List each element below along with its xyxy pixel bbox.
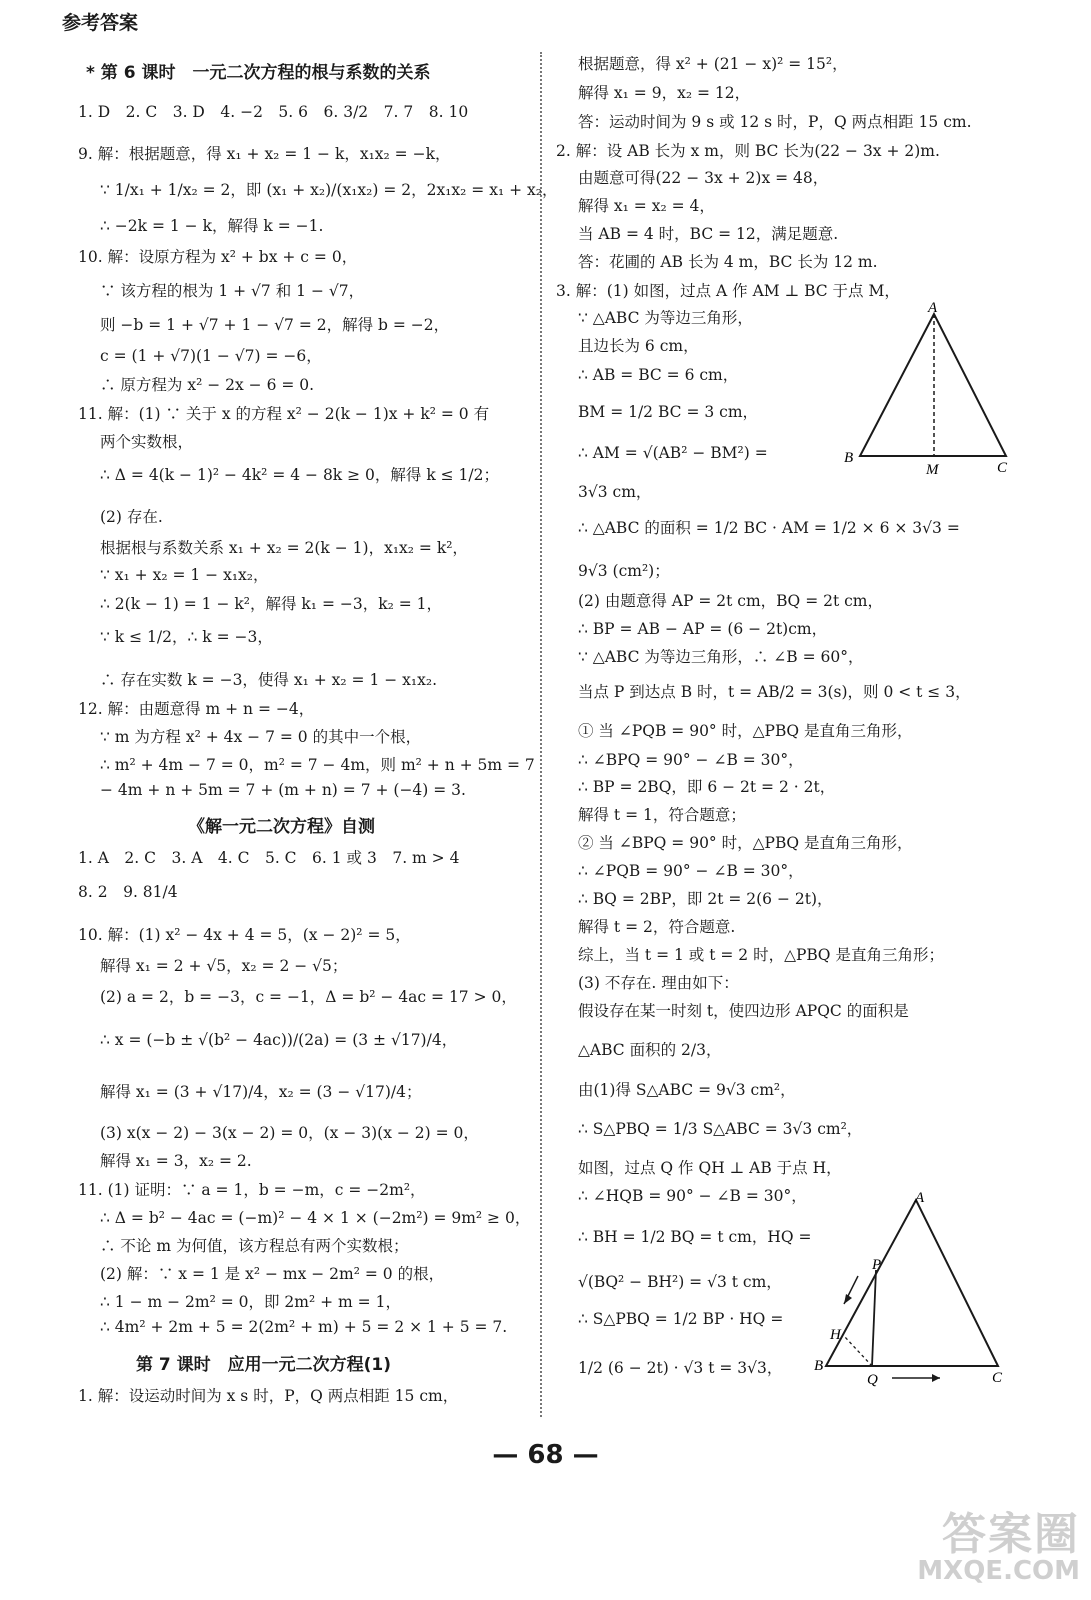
answer-line: ∴ ∠PQB = 90° − ∠B = 30°， [578, 862, 804, 880]
answer-line: ∵ △ABC 为等边三角形，∴ ∠B = 60°， [578, 648, 864, 666]
answer-line: 3√3 cm， [578, 483, 652, 501]
answer-line: 根据题意，得 x² + (21 − x)² = 15²， [578, 55, 848, 73]
answer-line: ∴ 4m² + 2m + 5 = 2(2m² + m) + 5 = 2 × 1 + 5 = 7. [100, 1318, 508, 1336]
answer-line: 9. 解：根据题意，得 x₁ + x₂ = 1 − k，x₁x₂ = −k， [78, 145, 451, 163]
answer-line: ∵ m 为方程 x² + 4x − 7 = 0 的其中一个根， [100, 728, 422, 746]
answer-line: 10. 解：设原方程为 x² + bx + c = 0， [78, 248, 358, 266]
answer-line: ∴ BP = 2BQ，即 6 − 2t = 2 · 2t， [578, 778, 836, 796]
answer-line: 3. 解：(1) 如图，过点 A 作 AM ⊥ BC 于点 M， [556, 282, 900, 300]
answer-line: (2) 解：∵ x = 1 是 x² − mx − 2m² = 0 的根， [100, 1265, 445, 1283]
vertex-label-b: B [814, 1358, 824, 1374]
answer-line: ∵ k ≤ 1/2，∴ k = −3， [100, 628, 273, 646]
answer-line: ∴ BQ = 2BP，即 2t = 2(6 − 2t)， [578, 890, 833, 908]
answer-line: 由(1)得 S△ABC = 9√3 cm²， [578, 1081, 796, 1099]
answer-line: ∴ ∠HQB = 90° − ∠B = 30°， [578, 1187, 807, 1205]
answer-line: ∴ Δ = 4(k − 1)² − 4k² = 4 − 8k ≥ 0，解得 k ≤ 1/2； [100, 466, 500, 484]
watermark-logo: 答案圈 [942, 1509, 1080, 1560]
answer-line: 9√3 (cm²)； [578, 562, 670, 580]
answer-line: 答：运动时间为 9 s 或 12 s 时，P，Q 两点相距 15 cm. [578, 113, 972, 131]
answer-line: ∴ 原方程为 x² − 2x − 6 = 0. [100, 376, 315, 394]
answer-line: 如图，过点 Q 作 QH ⊥ AB 于点 H， [578, 1159, 842, 1177]
answer-line: ∴ S△PBQ = 1/2 BP · HQ = [578, 1310, 784, 1328]
answer-line: 综上，当 t = 1 或 t = 2 时，△PBQ 是直角三角形； [578, 946, 944, 964]
answer-line: 12. 解：由题意得 m + n = −4， [78, 700, 315, 718]
answer-line: ① 当 ∠PQB = 90° 时，△PBQ 是直角三角形， [578, 722, 913, 740]
answer-line: 解得 x₁ = 3，x₂ = 2. [100, 1152, 252, 1170]
point-label-p: P [872, 1257, 882, 1273]
answer-line: (2) a = 2，b = −3，c = −1，Δ = b² − 4ac = 17 > 0， [100, 988, 517, 1006]
answer-line: ∴ BH = 1/2 BQ = t cm，HQ = [578, 1228, 812, 1246]
answer-line: ∵ 该方程的根为 1 + √7 和 1 − √7， [100, 282, 365, 300]
point-label-m: M [926, 462, 939, 478]
answer-line: 1. D 2. C 3. D 4. −2 5. 6 6. 3/2 7. 7 8. 10 [78, 103, 469, 121]
answer-line: 答：花圃的 AB 长为 4 m，BC 长为 12 m. [578, 253, 878, 271]
answer-line: ∴ 2(k − 1) = 1 − k²，解得 k₁ = −3，k₂ = 1， [100, 595, 443, 613]
answer-line: 10. 解：(1) x² − 4x + 4 = 5，(x − 2)² = 5， [78, 926, 411, 944]
answer-line: ∵ x₁ + x₂ = 1 − x₁x₂， [100, 566, 269, 584]
answer-line: ∴ △ABC 的面积 = 1/2 BC · AM = 1/2 × 6 × 3√3 = [578, 519, 960, 537]
answer-line: 根据根与系数关系 x₁ + x₂ = 2(k − 1)，x₁x₂ = k²， [100, 539, 468, 557]
answer-line: (2) 存在. [100, 508, 163, 526]
vertex-label-b: B [844, 450, 854, 466]
answer-line: (3) x(x − 2) − 3(x − 2) = 0，(x − 3)(x − 2) = 0， [100, 1124, 479, 1142]
column-divider [540, 52, 542, 1417]
answer-line: 1. 解：设运动时间为 x s 时，P，Q 两点相距 15 cm， [78, 1387, 459, 1405]
answer-line: 且边长为 6 cm， [578, 337, 699, 355]
point-label-h: H [830, 1327, 841, 1343]
answer-line: ∴ x = (−b ± √(b² − 4ac))/(2a) = (3 ± √17)/4， [100, 1031, 458, 1049]
answer-line: 解得 x₁ = x₂ = 4， [578, 197, 715, 215]
answer-line: 1. A 2. C 3. A 4. C 5. C 6. 1 或 3 7. m > 4 [78, 849, 460, 867]
page-header: 参考答案 [62, 12, 139, 34]
answer-line: 当点 P 到达点 B 时，t = AB/2 = 3(s)，则 0 < t ≤ 3， [578, 683, 971, 701]
point-label-q: Q [867, 1372, 878, 1388]
answer-line: ∴ −2k = 1 − k，解得 k = −1. [100, 217, 324, 235]
answer-line: 解得 x₁ = 2 + √5，x₂ = 2 − √5； [100, 957, 348, 975]
answer-line: 解得 x₁ = (3 + √17)/4，x₂ = (3 − √17)/4； [100, 1083, 422, 1101]
answer-line: ∴ AM = √(AB² − BM²) = [578, 444, 768, 462]
answer-line: 两个实数根， [100, 433, 194, 451]
answer-line: ∵ △ABC 为等边三角形， [578, 309, 753, 327]
answer-line: (3) 不存在. 理由如下： [578, 974, 739, 992]
triangle-figure-pbq [812, 1188, 1012, 1388]
answer-line: ∴ 存在实数 k = −3，使得 x₁ + x₂ = 1 − x₁x₂. [100, 671, 437, 689]
answer-line: (2) 由题意得 AP = 2t cm，BQ = 2t cm， [578, 592, 884, 610]
vertex-label-a: A [928, 300, 938, 316]
answer-line: ∴ Δ = b² − 4ac = (−m)² − 4 × 1 × (−2m²) = 9m² ≥ 0， [100, 1209, 531, 1227]
vertex-label-c: C [997, 460, 1008, 476]
answer-line: ∵ 1/x₁ + 1/x₂ = 2，即 (x₁ + x₂)/(x₁x₂) = 2，2x₁x₂ = x₁ + x₂， [100, 181, 558, 199]
answer-line: ∴ BP = AB − AP = (6 − 2t)cm， [578, 620, 828, 638]
answer-line: ∴ AB = BC = 6 cm， [578, 366, 739, 384]
answer-line: ∴ S△PBQ = 1/3 S△ABC = 3√3 cm²， [578, 1120, 863, 1138]
answer-line: 1/2 (6 − 2t) · √3 t = 3√3， [578, 1359, 783, 1377]
triangle-figure-altitude [838, 300, 1018, 480]
answer-line: △ABC 面积的 2/3， [578, 1041, 722, 1059]
answer-line: 当 AB = 4 时，BC = 12，满足题意. [578, 225, 839, 243]
answer-line: 11. (1) 证明：∵ a = 1，b = −m，c = −2m²， [78, 1181, 426, 1199]
answer-line: 解得 t = 2，符合题意. [578, 918, 736, 936]
answer-line: ② 当 ∠BPQ = 90° 时，△PBQ 是直角三角形， [578, 834, 913, 852]
answer-line: √(BQ² − BH²) = √3 t cm， [578, 1273, 782, 1291]
section-title-lesson7: 第 7 课时 应用一元二次方程(1) [136, 1355, 392, 1375]
answer-line: BM = 1/2 BC = 3 cm， [578, 403, 759, 421]
vertex-label-a: A [915, 1190, 925, 1206]
answer-line: ∴ 1 − m − 2m² = 0，即 2m² + m = 1， [100, 1293, 401, 1311]
answer-line: 则 −b = 1 + √7 + 1 − √7 = 2，解得 b = −2， [100, 316, 450, 334]
watermark [880, 1498, 1080, 1586]
answer-line: 8. 2 9. 81/4 [78, 883, 178, 901]
answer-line: 解得 x₁ = 9，x₂ = 12， [578, 84, 751, 102]
answer-line: ∴ m² + 4m − 7 = 0，m² = 7 − 4m，则 m² + n + 5m = 7 [100, 756, 535, 774]
answer-line: c = (1 + √7)(1 − √7) = −6， [100, 347, 322, 365]
section-title-self-test: 《解一元二次方程》自测 [188, 817, 375, 837]
answer-line: 11. 解：(1) ∵ 关于 x 的方程 x² − 2(k − 1)x + k² = 0 有 [78, 405, 490, 423]
vertex-label-c: C [992, 1370, 1003, 1386]
answer-line: 假设存在某一时刻 t，使四边形 APQC 的面积是 [578, 1002, 909, 1020]
answer-line: 由题意可得(22 − 3x + 2)x = 48， [578, 169, 829, 187]
watermark-url: MXQE.COM [917, 1556, 1080, 1586]
page-number: — 68 — [492, 1440, 599, 1470]
answer-line: ∴ 不论 m 为何值，该方程总有两个实数根； [100, 1237, 409, 1255]
answer-line: 2. 解：设 AB 长为 x m，则 BC 长为(22 − 3x + 2)m. [556, 142, 940, 160]
section-title-lesson6: * 第 6 课时 一元二次方程的根与系数的关系 [86, 63, 431, 83]
answer-line: − 4m + n + 5m = 7 + (m + n) = 7 + (−4) = 3. [100, 781, 466, 799]
answer-line: ∴ ∠BPQ = 90° − ∠B = 30°， [578, 751, 804, 769]
answer-line: 解得 t = 1，符合题意； [578, 806, 746, 824]
